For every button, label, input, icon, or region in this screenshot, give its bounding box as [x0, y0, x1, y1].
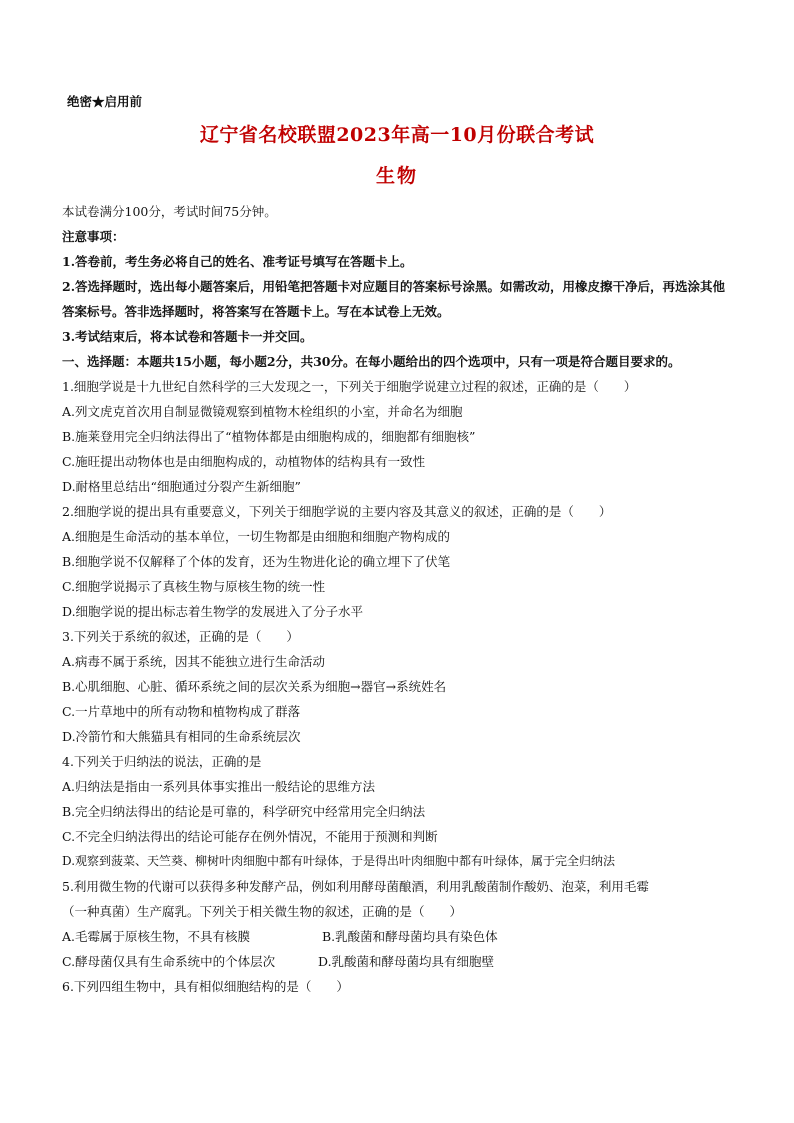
exam-body [62, 199, 734, 999]
question-1-option-a: A.列文虎克首次用自制显微镜观察到植物木栓组织的小室，并命名为细胞 [62, 404, 463, 419]
question-5-stem-line-2: （一种真菌）生产腐乳。下列关于相关微生物的叙述，正确的是（ ） [62, 904, 463, 919]
question-5-stem-line-1: 5.利用微生物的代谢可以获得多种发酵产品，例如利用酵母菌酿酒，利用乳酸菌制作酸奶、泡菜，利用毛霉 [62, 879, 649, 894]
question-3-option-d: D.冷箭竹和大熊猫具有相同的生命系统层次 [62, 729, 301, 744]
question-4-option-c: C.不完全归纳法得出的结论可能存在例外情况，不能用于预测和判断 [62, 829, 438, 844]
subject-title: 生物 [375, 165, 418, 187]
question-5-option-c: C.酵母菌仅具有生命系统中的个体层次 [62, 954, 276, 969]
question-2-option-d: D.细胞学说的提出标志着生物学的发展进入了分子水平 [62, 604, 364, 619]
question-1-option-c: C.施旺提出动物体也是由细胞构成的，动植物体的结构具有一致性 [62, 454, 426, 469]
question-3-stem: 3.下列关于系统的叙述，正确的是（ ） [62, 629, 299, 644]
question-5-option-a: A.毛霉属于原核生物，不具有核膜 [62, 929, 251, 944]
question-6-stem: 6.下列四组生物中，具有相似细胞结构的是（ ） [62, 979, 349, 994]
question-4-option-b: B.完全归纳法得出的结论是可靠的，科学研究中经常用完全归纳法 [62, 804, 426, 819]
question-1-stem: 1.细胞学说是十九世纪自然科学的三大发现之一，下列关于细胞学说建立过程的叙述，正确的是（ ） [62, 379, 637, 394]
question-1-option-d: D.耐格里总结出“细胞通过分裂产生新细胞” [62, 479, 301, 494]
question-1-option-b: B.施莱登用完全归纳法得出了“植物体都是由细胞构成的，细胞都有细胞核” [62, 429, 476, 444]
note-3: 3.考试结束后，将本试卷和答题卡一并交回。 [62, 329, 313, 344]
question-3-option-b: B.心肌细胞、心脏、循环系统之间的层次关系为细胞→器官→系统姓名 [62, 679, 447, 694]
notes-heading: 注意事项： [62, 229, 125, 244]
question-4-option-a: A.归纳法是指由一系列具体事实推出一般结论的思维方法 [62, 779, 376, 794]
question-5-options-row-1 [62, 924, 734, 949]
question-4-stem: 4.下列关于归纳法的说法，正确的是 [62, 754, 262, 769]
note-1: 1.答卷前，考生务必将自己的姓名、准考证号填写在答题卡上。 [62, 254, 413, 269]
question-3-option-c: C.一片草地中的所有动物和植物构成了群落 [62, 704, 301, 719]
note-2: 2.答选择题时，选出每小题答案后，用铅笔把答题卡对应题目的答案标号涂黑。如需改动，用橡皮擦干净后，再选涂其他答案标号。答非选择题时，将答案写在答题卡上。写在本试卷上无效。 [62, 279, 726, 319]
score-time-line: 本试卷满分100分，考试时间75分钟。 [62, 204, 277, 219]
question-2-option-c: C.细胞学说揭示了真核生物与原核生物的统一性 [62, 579, 326, 594]
question-4-option-d: D.观察到菠菜、天竺葵、柳树叶肉细胞中都有叶绿体，于是得出叶肉细胞中都有叶绿体，属于完全归纳法 [62, 854, 616, 868]
exam-title: 辽宁省名校联盟2023年高一10月份联合考试 [199, 124, 595, 146]
question-2-stem: 2.细胞学说的提出具有重要意义，下列关于细胞学说的主要内容及其意义的叙述，正确的是（ ） [62, 504, 612, 519]
question-3-option-a: A.病毒不属于系统，因其不能独立进行生命活动 [62, 654, 326, 669]
question-2-option-b: B.细胞学说不仅解释了个体的发育，还为生物进化论的确立埋下了伏笔 [62, 554, 451, 569]
question-5-option-d: D.乳酸菌和酵母菌均具有细胞壁 [318, 954, 495, 969]
question-5-options-row-2 [62, 949, 734, 974]
question-5-option-b: B.乳酸菌和酵母菌均具有染色体 [322, 929, 498, 944]
question-2-option-a: A.细胞是生命活动的基本单位，一切生物都是由细胞和细胞产物构成的 [62, 529, 451, 544]
confidential-label: 绝密★启用前 [67, 94, 143, 109]
section-1-heading: 一、选择题：本题共15小题，每小题2分，共30分。在每小题给出的四个选项中，只有一项是符合题目要求的。 [62, 354, 681, 369]
